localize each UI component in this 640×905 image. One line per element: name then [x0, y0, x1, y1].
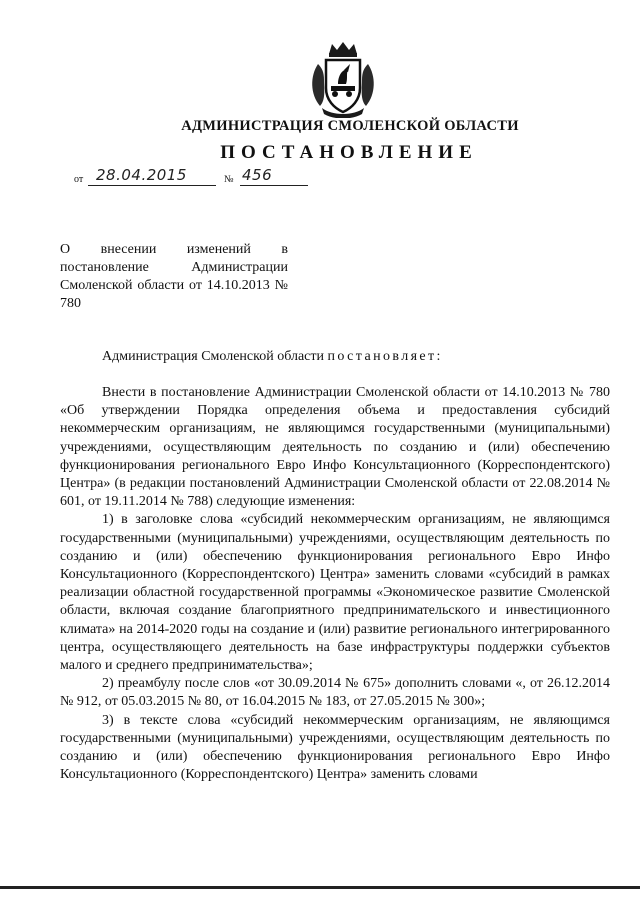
resolution-verb: постановляет:	[327, 349, 443, 364]
handwritten-number: 456	[242, 166, 273, 184]
number-prefix: №	[224, 174, 234, 185]
date-underline	[88, 185, 216, 186]
document-type-title: ПОСТАНОВЛЕНИЕ	[220, 142, 478, 163]
resolution-intro	[102, 348, 443, 366]
coat-of-arms-icon	[304, 40, 382, 118]
handwritten-date: 28.04.2015	[96, 166, 187, 184]
document-body	[60, 384, 610, 784]
scan-bottom-edge	[0, 886, 640, 889]
organization-title: АДМИНИСТРАЦИЯ СМОЛЕНСКОЙ ОБЛАСТИ	[181, 118, 519, 134]
body-paragraph: Внести в постановление Администрации Смоленской области от 14.10.2013 № 780 «Об утверждении Порядка определения объема и предоставления субсидий некоммерческим организациям, не являющимся государственными (муниципальными) учреждениями, осуществляющим деятельность по созданию и (или) обеспечению функционирования регионального Евро Инфо Консультационного (Корреспондентского) Центра» (в редакции постановлений Администрации Смоленской области от 22.08.2014 № 601, от 19.11.2014 № 788) следующие изменения:	[60, 385, 610, 510]
body-paragraph: 2) преамбулу после слов «от 30.09.2014 № 675» дополнить словами «, от 26.12.2014 № 912, от 05.03.2015 № 80, от 16.04.2015 № 183, от 27.05.2015 № 300»;	[60, 676, 610, 710]
body-paragraph: 1) в заголовке слова «субсидий некоммерческим организациям, не являющимся государственными (муниципальными) учреждениями, осуществляющим деятельность по созданию и (или) обеспечению функционирования регионального Евро Инфо Консультационного (Корреспондентского) Центра» заменить словами «субсидий в рамках реализации областной государственной программы «Экономическое развитие Смоленской области, включая создание благоприятного предпринимательского и инвестиционного климата» на 2014-2020 годы на создание и (или) развитие регионального интегрированного центра, осуществляющего деятельность на базе инфраструктуры поддержки субъектов малого и среднего предпринимательства»;	[60, 512, 610, 674]
number-underline	[240, 185, 308, 186]
date-number-line	[74, 166, 374, 188]
body-paragraph: 3) в тексте слова «субсидий некоммерческим организациям, не являющимся государственными (муниципальными) учреждениями, осуществляющим деятельность по созданию и (или) обеспечению функционирования регионального Евро Инфо Консультационного (Корреспондентского) Центра» заменить словами	[60, 712, 610, 783]
resolution-issuer: Администрация Смоленской области	[102, 349, 328, 364]
document-subject: О внесении изменений в постановление Администрации Смоленской области от 14.10.2013 № 780	[60, 242, 288, 311]
date-prefix: от	[74, 174, 84, 185]
